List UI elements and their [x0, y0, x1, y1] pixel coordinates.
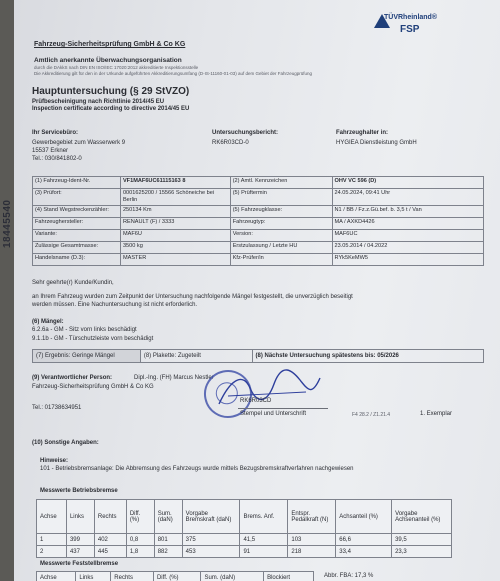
table-cell: 0,8	[126, 534, 154, 546]
parking-brake-table	[36, 571, 314, 581]
column-header: Sum. (daN)	[201, 572, 264, 581]
owner-label: Fahrzeughalter in:	[336, 130, 389, 136]
parking-brake-title: Messwerte Feststellbremse	[40, 561, 119, 567]
agency-note-1: durch die DAkkS nach DIN EN ISO/IEC 17020:2012 akkreditierte Inspektionsstelle	[34, 65, 199, 70]
column-header: Diff. (%)	[153, 572, 200, 581]
cell-label: (5) Fahrzeugklasse:	[230, 206, 332, 218]
column-header: Rechts	[94, 500, 126, 534]
table-row	[33, 242, 484, 254]
table-cell: 453	[182, 546, 240, 558]
table-cell: 437	[66, 546, 94, 558]
service-brake-table	[36, 499, 452, 558]
column-header: Rechts	[111, 572, 154, 581]
table-row	[37, 534, 452, 546]
cell-label: Version:	[230, 230, 332, 242]
column-header: Diff. (%)	[126, 500, 154, 534]
cell-value: 250134 Km	[120, 206, 230, 218]
cell-value: MAF6U	[120, 230, 230, 242]
table-cell: 41,5	[240, 534, 288, 546]
defect-item: 9.1.1b - GM - Türschutzleiste vorn beschädigt	[32, 336, 154, 342]
table-cell: 399	[66, 534, 94, 546]
table-cell: 218	[288, 546, 336, 558]
service-office-label: Ihr Servicebüro:	[32, 130, 79, 136]
column-header: Vorgabe Bremskraft (daN)	[182, 500, 240, 534]
cell-value: 3500 kg	[120, 242, 230, 254]
table-cell: 91	[240, 546, 288, 558]
responsible-label: (9) Verantwortlicher Person:	[32, 375, 113, 381]
table-row	[37, 546, 452, 558]
cell-label: Fahrzeugtyp:	[230, 218, 332, 230]
cell-value: MA / AXKD4426	[332, 218, 484, 230]
table-cell: 1,8	[126, 546, 154, 558]
table-row	[33, 230, 484, 242]
vehicle-data-table	[32, 176, 484, 266]
table-cell: 882	[154, 546, 182, 558]
parking-brake-abbr: Abbr. FBA: 17,3 %	[324, 573, 374, 579]
salutation: Sehr geehrte(r) Kunde/Kundin,	[32, 280, 114, 286]
brand-fsp: FSP	[400, 24, 420, 35]
table-cell: 445	[94, 546, 126, 558]
table-row	[33, 218, 484, 230]
owner-name: HYGIEA Dienstleistung GmbH	[336, 140, 417, 146]
cell-label: Erstzulassung / Letzte HU	[230, 242, 332, 254]
agency-note-2: Die Akkreditierung gilt für den in der Urkunde aufgeführten Akkreditierungsumfang (D-IS-11160-01-03) auf dem Gebiet der Fahrzeugprüfung	[34, 71, 312, 76]
cell-value: MAF6UC	[332, 230, 484, 242]
table-cell: 801	[154, 534, 182, 546]
table-row	[33, 350, 484, 363]
page-title: Hauptuntersuchung (§ 29 StVZO)	[32, 86, 190, 97]
brand-name: TÜVRheinland®	[384, 14, 437, 21]
cell-label: (1) Fahrzeug-Ident-Nr.	[33, 177, 121, 189]
inspection-certificate	[14, 0, 500, 581]
copy-label: 1. Exemplar	[420, 411, 453, 417]
service-address-line2: 15537 Erkner	[32, 148, 69, 154]
table-row	[33, 206, 484, 218]
result-cell: (7) Ergebnis: Geringe Mängel	[33, 350, 141, 363]
responsible-phone: Tel.: 01738634951	[32, 405, 82, 411]
company-name: Fahrzeug-Sicherheitsprüfung GmbH & Co KG	[34, 41, 186, 48]
signature-code: RK6R03CD	[240, 398, 272, 404]
column-header: Achsanteil (%)	[336, 500, 392, 534]
signature-caption: Stempel und Unterschrift	[240, 411, 307, 417]
sticker-cell: (8) Plakette: Zugeteilt	[140, 350, 252, 363]
note-item: 101 - Betriebsbremsanlage: Die Abbremsung des Fahrzeugs wurde mittels Bezugsbremskraftverfahren nachgewiesen	[40, 466, 354, 472]
cell-label: Handelsname (D.3):	[33, 254, 121, 266]
column-header: Sum. (daN)	[154, 500, 182, 534]
table-cell: 375	[182, 534, 240, 546]
table-cell: 33,4	[336, 546, 392, 558]
cell-value: VF1MAF6UC61115163 8	[120, 177, 230, 189]
table-cell: 23,3	[392, 546, 452, 558]
table-cell: 402	[94, 534, 126, 546]
cell-label: (4) Stand Wegstreckenzähler:	[33, 206, 121, 218]
defects-label: (6) Mängel:	[32, 319, 64, 325]
table-cell: 1	[37, 534, 67, 546]
column-header: Blockiert	[264, 572, 314, 581]
responsible-name: Dipl.-Ing. (FH) Marcus Nestler	[134, 375, 214, 381]
table-row	[33, 189, 484, 206]
report-number: RK6R03CD-0	[212, 140, 249, 146]
brake-table-title: Messwerte Betriebsbremse	[40, 488, 118, 494]
table-cell: 66,6	[336, 534, 392, 546]
column-header: Links	[76, 572, 111, 581]
table-cell: 2	[37, 546, 67, 558]
defect-item: 6.2.6a - GM - Sitz vorn links beschädigt	[32, 327, 137, 333]
cell-label: (3) Prüfort:	[33, 189, 121, 206]
cell-value: RENAULT (F) / 3333	[120, 218, 230, 230]
column-header: Vorgabe Achsenanteil (%)	[392, 500, 452, 534]
cell-label: Kfz-Prüfer/in	[230, 254, 332, 266]
column-header: Links	[66, 500, 94, 534]
cell-value: 23.05.2014 / 04.2022	[332, 242, 484, 254]
table-cell: 39,5	[392, 534, 452, 546]
column-header: Achse	[37, 572, 76, 581]
document-number: 18445540	[2, 199, 13, 248]
title-sub-de: Prüfbescheinigung nach Richtlinie 2014/45 EU	[32, 99, 165, 105]
table-header-row	[37, 500, 452, 534]
intro-text-1: an Ihrem Fahrzeug wurden zum Zeitpunkt der Untersuchung nachfolgende Mängel festgestellt, die unverzüglich beseitigt	[32, 294, 353, 300]
notes-label: Hinweise:	[40, 458, 69, 464]
cell-label: Fahrzeughersteller:	[33, 218, 121, 230]
intro-text-2: werden müssen. Eine Nachuntersuchung ist nicht erforderlich.	[32, 302, 198, 308]
cell-label: Variante:	[33, 230, 121, 242]
cell-value: MASTER	[120, 254, 230, 266]
next-inspection-cell: (8) Nächste Untersuchung spätestens bis: 05/2026	[252, 350, 483, 363]
cell-value: RYk5KeMW5	[332, 254, 484, 266]
agency-title: Amtlich anerkannte Überwachungsorganisation	[34, 57, 182, 64]
service-address-line1: Gewerbegebiet zum Wasserwerk 9	[32, 140, 126, 146]
cell-label: Zulässige Gesamtmasse:	[33, 242, 121, 254]
table-row	[33, 254, 484, 266]
other-info-label: (10) Sonstige Angaben:	[32, 440, 99, 446]
cell-label: (5) Prüftermin	[230, 189, 332, 206]
service-phone: Tel.: 030/841802-0	[32, 156, 82, 162]
title-sub-en: Inspection certificate according to directive 2014/45 EU	[32, 106, 190, 112]
responsible-company: Fahrzeug-Sicherheitsprüfung GmbH & Co KG	[32, 384, 154, 390]
reference-code: F4 28.2 / Z1.21.4	[352, 412, 391, 418]
table-cell: 103	[288, 534, 336, 546]
column-header: Brems. Anf.	[240, 500, 288, 534]
column-header: Achse	[37, 500, 67, 534]
cell-value: 0001625200 / 15566 Schöneiche bei Berlin	[120, 189, 230, 206]
table-row	[33, 177, 484, 189]
column-header: Entspr. Pedalkraft (N)	[288, 500, 336, 534]
cell-value: 24.05.2024, 09:41 Uhr	[332, 189, 484, 206]
cell-value: N1 / BB / Fz.z.Gü.bef. b. 3,5 t / Van	[332, 206, 484, 218]
cell-label: (2) Amtl. Kennzeichen	[230, 177, 332, 189]
cell-value: OHV VC 596 (D)	[332, 177, 484, 189]
report-label: Untersuchungsbericht:	[212, 130, 279, 136]
result-table	[32, 349, 484, 363]
table-header-row	[37, 572, 314, 581]
